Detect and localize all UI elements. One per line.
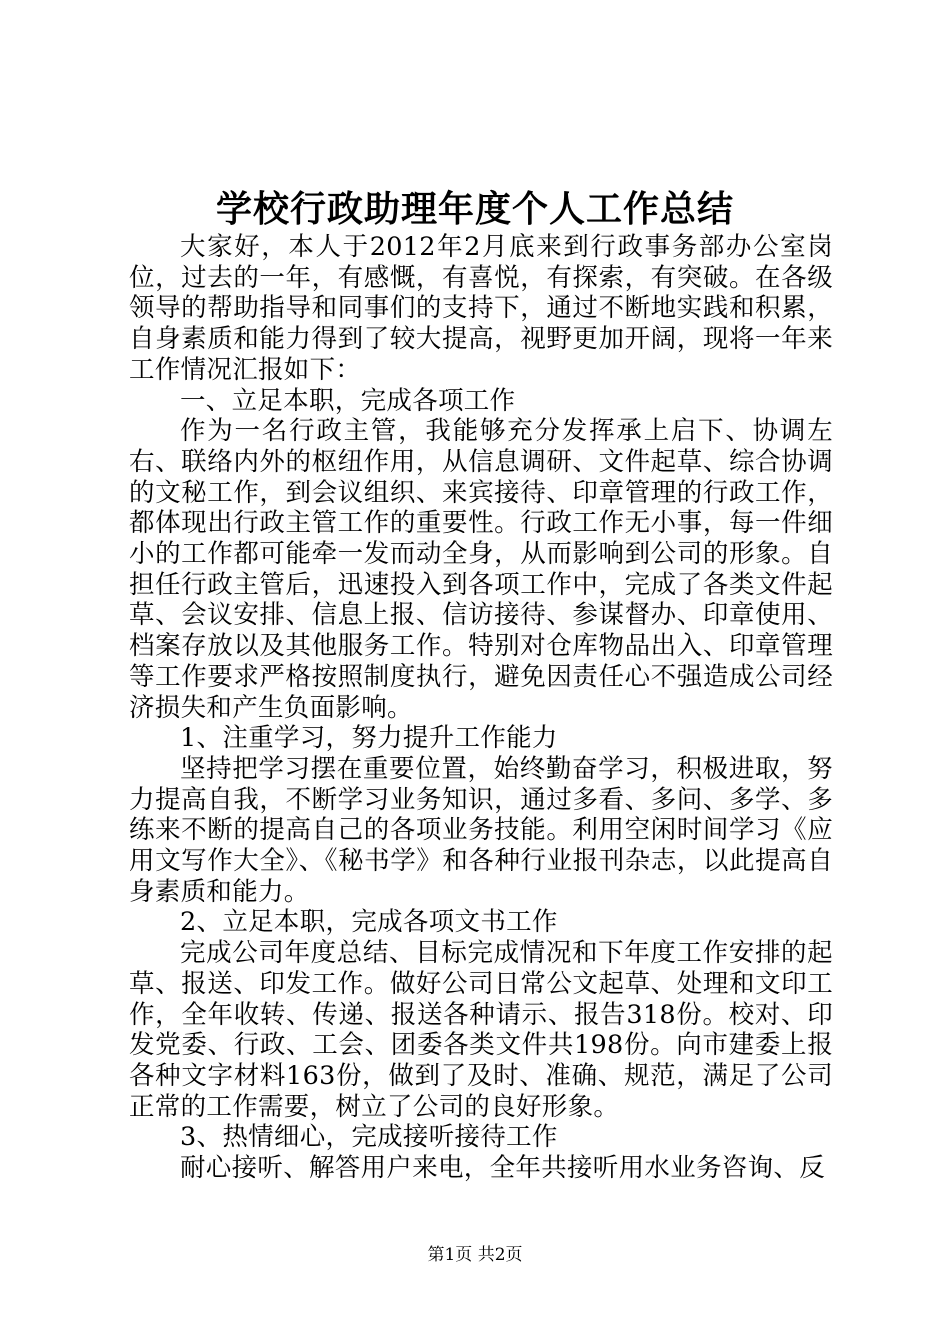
document-title: 学校行政助理年度个人工作总结 [215,188,734,230]
page-number-footer: 第1页 共2页 [427,1245,523,1265]
paragraph-subsection-3: 耐心接听、解答用户来电，全年共接听用水业务咨询、反 [180,1153,826,1184]
section-heading-1: 一、立足本职，完成各项工作 [180,385,516,416]
subheading-2: 2、立足本职，完成各项文书工作 [180,907,558,938]
subheading-3: 3、热情细心，完成接听接待工作 [180,1122,558,1153]
paragraph-subsection-1: 坚持把学习摆在重要位置，始终勤奋学习，积极进取，努力提高自我，不断学习业务知识，通过多看、多问、多学、多练来不断的提高自己的各项业务技能。利用空闲时间学习《应用文写作大全》、《秘书学》和各种行业报刊杂志，以此提高自身素质和能力。 [129,753,833,907]
paragraph-subsection-2: 完成公司年度总结、目标完成情况和下年度工作安排的起草、报送、印发工作。做好公司日常公文起草、处理和文印工作，全年收转、传递、报送各种请示、报告318份。校对、印发党委、行政、工会、团委各类文件共198份。向市建委上报各种文字材料163份，做到了及时、准确、规范，满足了公司正常的工作需要，树立了公司的良好形象。 [129,938,833,1122]
paragraph-intro: 大家好，本人于2012年2月底来到行政事务部办公室岗位，过去的一年，有感慨，有喜悦，有探索，有突破。在各级领导的帮助指导和同事们的支持下，通过不断地实践和积累，自身素质和能力得到了较大提高，视野更加开阔，现将一年来工作情况汇报如下： [129,232,833,385]
paragraph-section-1: 作为一名行政主管，我能够充分发挥承上启下、协调左右、联络内外的枢纽作用，从信息调研、文件起草、综合协调的文秘工作，到会议组织、来宾接待、印章管理的行政工作，都体现出行政主管工作的重要性。行政工作无小事，每一件细小的工作都可能牵一发而动全身，从而影响到公司的形象。自担任行政主管后，迅速投入到各项工作中，完成了各类文件起草、会议安排、信息上报、信访接待、参谋督办、印章使用、档案存放以及其他服务工作。特别对仓库物品出入、印章管理等工作要求严格按照制度执行，避免因责任心不强造成公司经济损失和产生负面影响。 [129,416,833,723]
subheading-1: 1、注重学习，努力提升工作能力 [180,723,558,754]
document-body [129,232,833,1184]
